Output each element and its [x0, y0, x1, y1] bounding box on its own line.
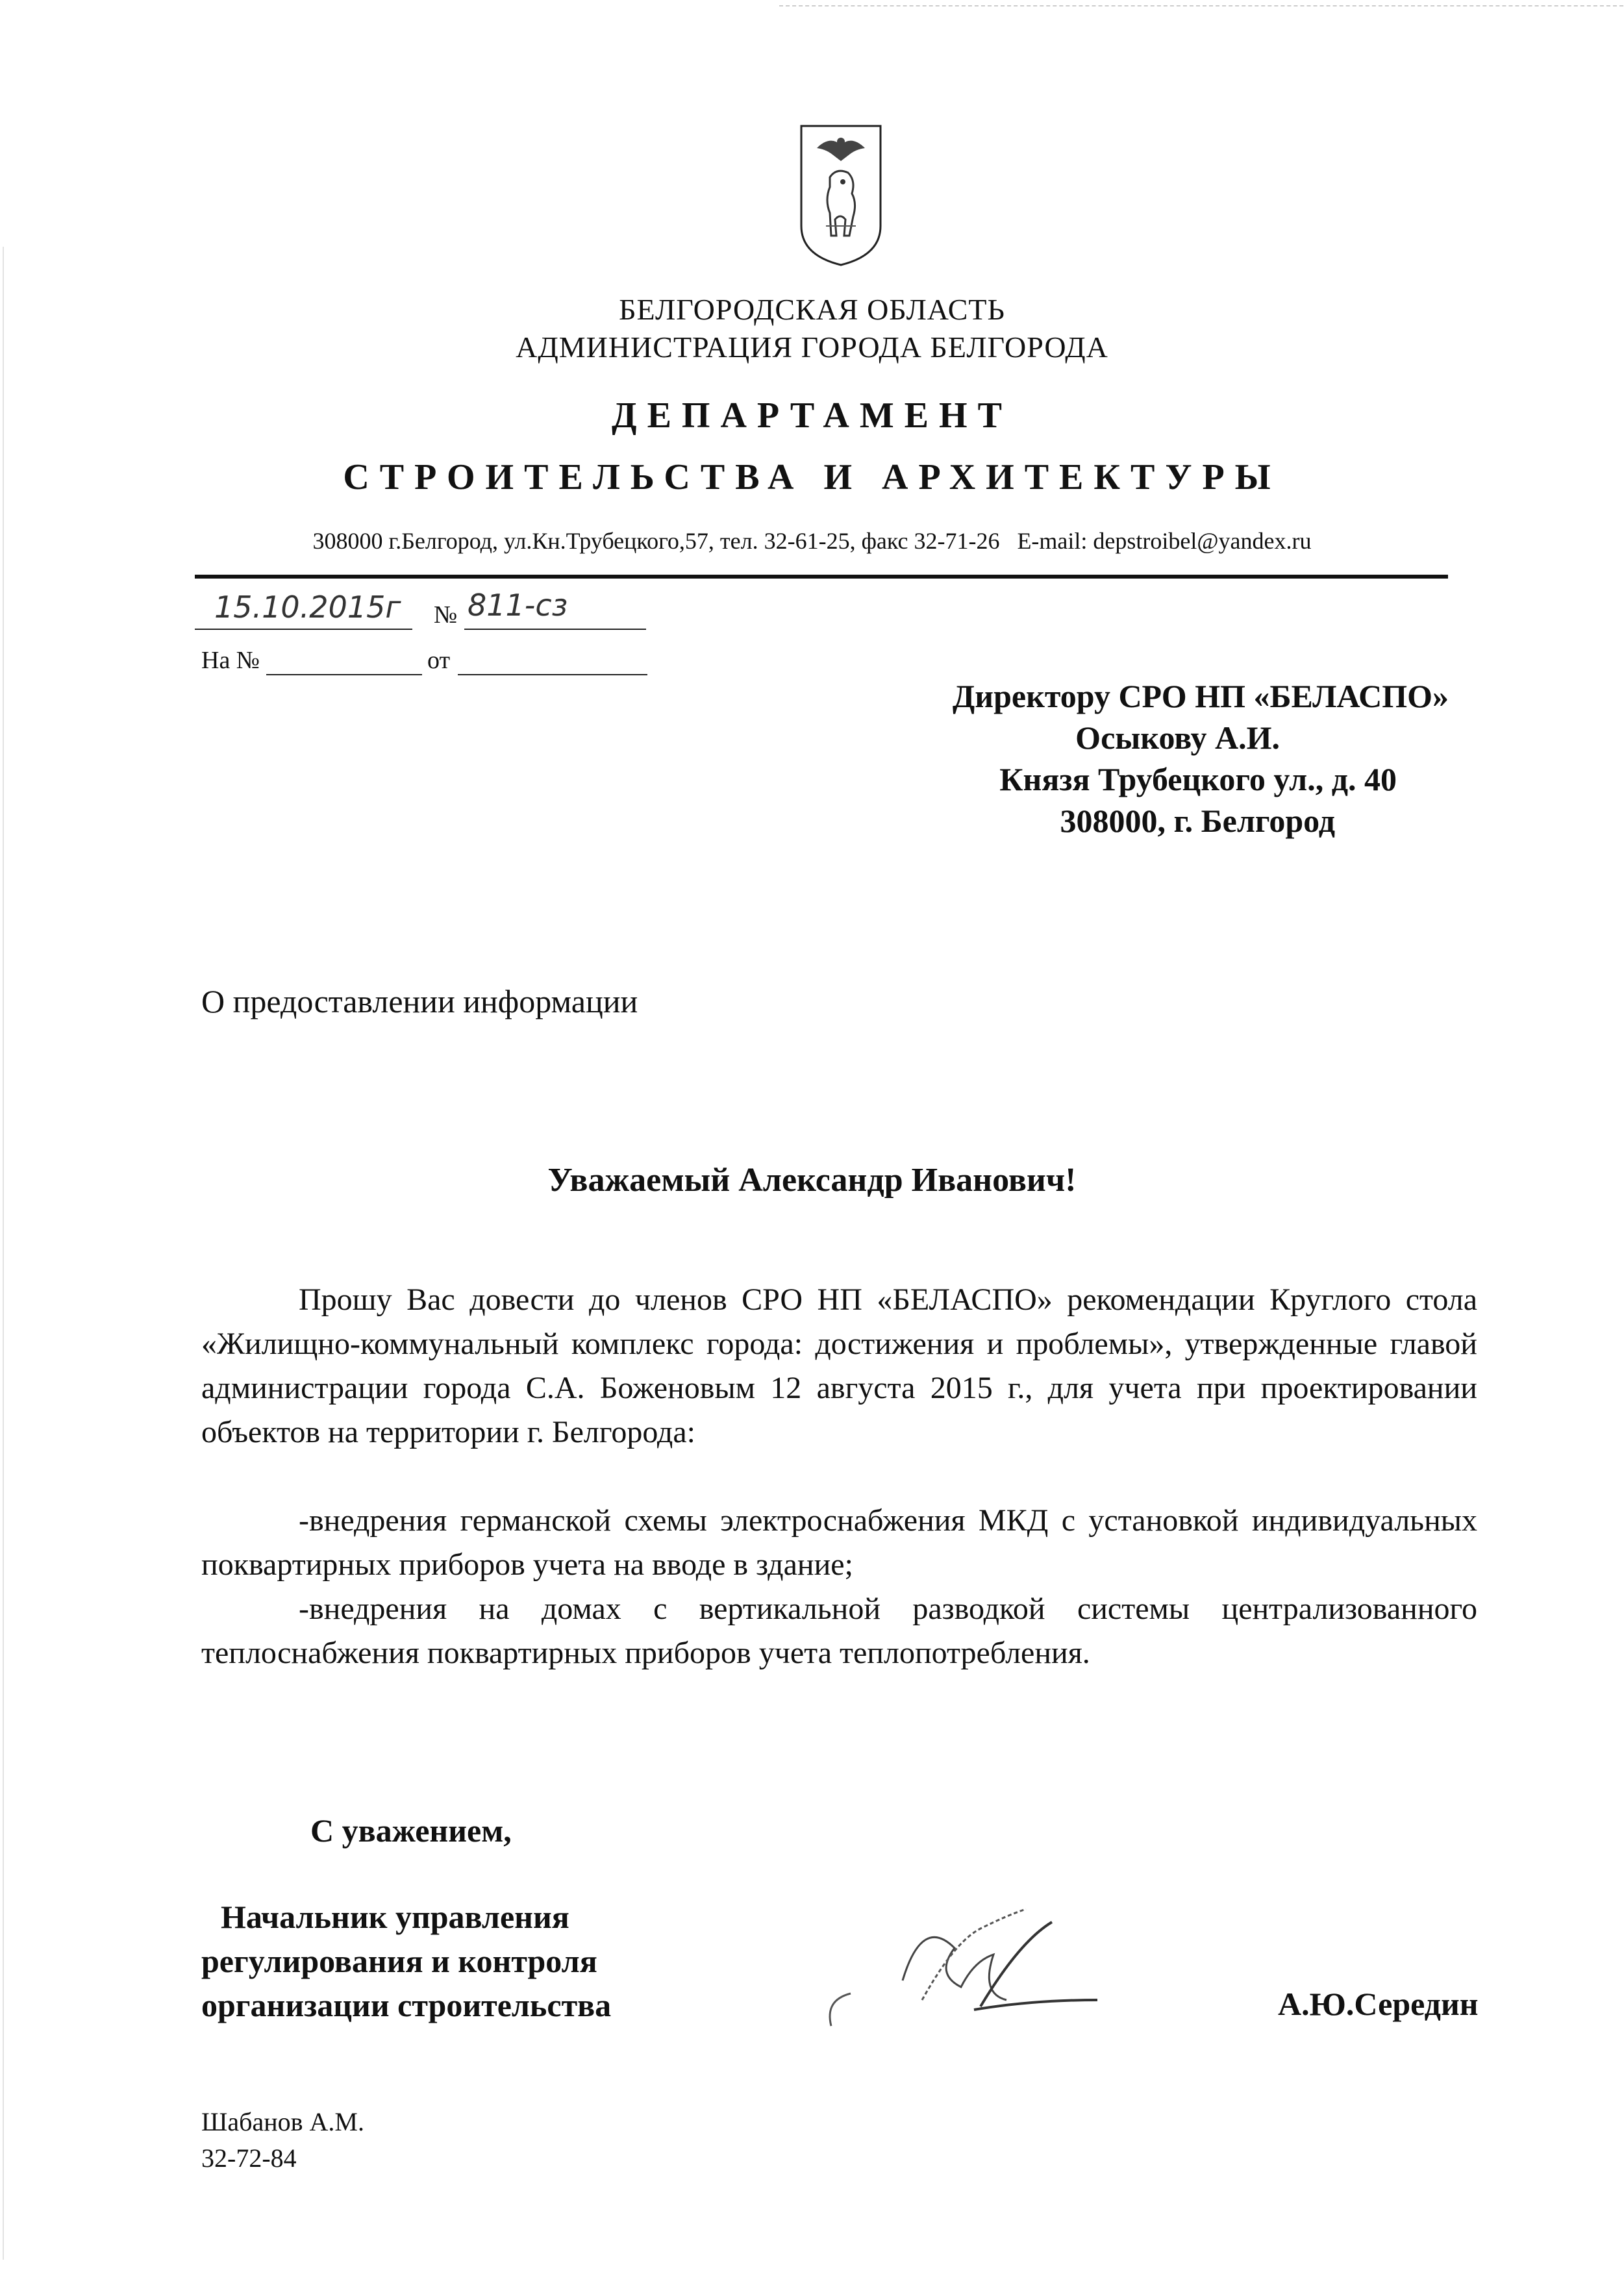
signatory-position-line1: Начальник управления: [221, 1899, 569, 1935]
department-title-line1: ДЕПАРТАМЕНТ: [612, 395, 1012, 436]
body-list-item-1: -внедрения германской схемы электроснабжения МКД с установкой индивидуальных поквартирных приборов учета на вводе в здание;: [201, 1503, 1477, 1582]
department-contacts: 308000 г.Белгород, ул.Кн.Трубецкого,57, тел. 32-61-25, факс 32-71-26 E-mail: depstroibel@yandex.ru: [312, 528, 1312, 554]
signatory-position-line2: регулирования и контроля: [201, 1943, 597, 1979]
region-title: БЕЛГОРОДСКАЯ ОБЛАСТЬ: [619, 293, 1005, 326]
scan-margin-line: [3, 247, 4, 2260]
reference-date-label: от: [427, 647, 451, 674]
recipient-city: 308000, г. Белгород: [1060, 803, 1335, 839]
scan-artifact-line: [779, 5, 1623, 6]
outgoing-number: 811-сз: [468, 588, 568, 623]
handwritten-signature: [825, 1903, 1188, 2039]
executor-phone: 32-72-84: [201, 2143, 297, 2173]
date-underline: [195, 629, 412, 630]
outgoing-number-label: №: [434, 601, 458, 629]
executor-block: [201, 2104, 461, 2177]
header-divider: [195, 575, 1448, 579]
signatory-position-line3: организации строительства: [201, 1987, 612, 2023]
executor-name: Шабанов А.М.: [201, 2107, 364, 2136]
coat-of-arms-emblem: [797, 122, 884, 268]
outgoing-date: 15.10.2015г: [214, 590, 401, 625]
reference-date-blank: [458, 674, 647, 675]
administration-title: АДМИНИСТРАЦИЯ ГОРОДА БЕЛГОРОДА: [516, 331, 1108, 364]
letter-subject: О предоставлении информации: [201, 983, 638, 1019]
reference-number-blank: [266, 674, 422, 675]
recipient-street: Князя Трубецкого ул., д. 40: [999, 761, 1397, 797]
department-title-line2: СТРОИТЕЛЬСТВА И АРХИТЕКТУРЫ: [343, 457, 1281, 497]
recipient-block: [953, 675, 1449, 842]
closing-phrase: С уважением,: [310, 1812, 512, 1849]
recipient-title: Директору СРО НП «БЕЛАСПО»: [952, 678, 1449, 714]
number-underline: [464, 629, 646, 630]
greeting: Уважаемый Александр Иванович!: [547, 1162, 1077, 1199]
reference-number-label: На №: [201, 647, 260, 674]
recipient-name: Осыкову А.И.: [1075, 719, 1280, 756]
signatory-position: [201, 1895, 721, 2027]
body-list-item-2: -внедрения на домах с вертикальной разводкой системы централизованного теплоснабжения поквартирных приборов учета теплопотребления.: [201, 1592, 1477, 1670]
signatory-name: А.Ю.Середин: [1278, 1986, 1479, 2022]
body-paragraph: Прошу Вас довести до членов СРО НП «БЕЛАСПО» рекомендации Круглого стола «Жилищно-коммунальный комплекс города: достижения и проблемы», утвержденные главой администрации города С.А. Боженовым 12 августа 2015 г., для учета при проектировании объектов на территории г. Белгорода:: [201, 1282, 1477, 1449]
